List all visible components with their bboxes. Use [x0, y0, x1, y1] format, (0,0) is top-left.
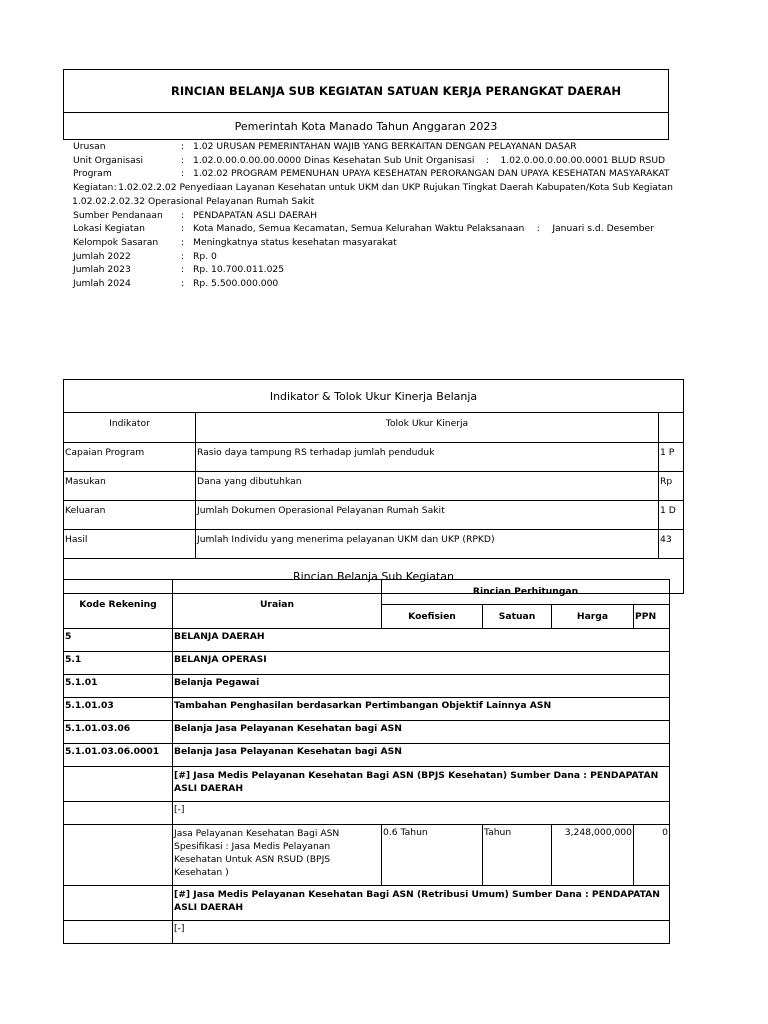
meta-sumber-pendanaan: Sumber Pendanaan : PENDAPATAN ASLI DAERAH — [73, 209, 317, 221]
meta-unit-organisasi: Unit Organisasi : 1.02.0.00.0.00.00.0000 Dinas Kesehatan Sub Unit Organisasi : 1.02.0.00.0.00.00.0001 BLUD RSUD — [73, 154, 666, 166]
col-tolok-ukur: Tolok Ukur Kinerja — [196, 413, 659, 443]
col-kode-rekening: Kode Rekening — [64, 580, 173, 629]
meta-jumlah-2024: Jumlah 2024 : Rp. 5.500.000.000 — [73, 278, 279, 290]
meta-urusan: Urusan : 1.02 URUSAN PEMERINTAHAN WAJIB YANG BERKAITAN DENGAN PELAYANAN DASAR — [73, 141, 577, 152]
meta-jumlah-2023: Jumlah 2023 : Rp. 10.700.011.025 — [73, 264, 285, 276]
col-satuan: Satuan — [483, 604, 552, 629]
group-title: [#] Jasa Medis Pelayanan Kesehatan Bagi ASN (Retribusi Umum) Sumber Dana : PENDAPATAN ASLI DAERAH — [173, 886, 670, 921]
rincian-section — [63, 579, 669, 944]
table-row — [64, 825, 670, 886]
col-uraian: Uraian — [173, 580, 382, 629]
metadata-block — [73, 140, 673, 291]
table-row: 5.1.01.03 Tambahan Penghasilan berdasarkan Pertimbangan Objektif Lainnya ASN — [64, 698, 670, 721]
group-tag: [-] — [173, 802, 670, 825]
meta-jumlah-2022: Jumlah 2022 : Rp. 0 — [73, 250, 217, 262]
col-indikator: Indikator — [64, 413, 196, 443]
rincian-heading: Rincian Belanja Sub Kegiatan — [64, 559, 684, 594]
table-row: 5.1.01.03.06 Belanja Jasa Pelayanan Kesehatan bagi ASN — [64, 721, 670, 744]
col-koefisien: Koefisien — [382, 604, 483, 629]
col-ppn: PPN — [634, 604, 670, 629]
meta-program: Program : 1.02.02 PROGRAM PEMENUHAN UPAYA KESEHATAN PERORANGAN DAN UPAYA KESEHATAN MASYARAKAT — [73, 168, 670, 180]
col-target — [659, 413, 684, 443]
report-header — [63, 69, 669, 140]
table-row: 5.1.01 Belanja Pegawai — [64, 675, 670, 698]
table-row: Capaian Program Rasio daya tampung RS terhadap jumlah penduduk 1 P — [64, 443, 684, 472]
table-row — [64, 921, 670, 944]
report-title: RINCIAN BELANJA SUB KEGIATAN SATUAN KERJA PERANGKAT DAERAH — [63, 69, 669, 112]
item-uraian: Jasa Pelayanan Kesehatan Bagi ASN Spesifikasi : Jasa Medis Pelayanan Kesehatan Untuk ASN RSUD (BPJS Kesehatan ) — [173, 825, 382, 886]
meta-kelompok-sasaran: Kelompok Sasaran : Meningkatnya status kesehatan masyarakat — [73, 236, 397, 248]
group-title: [#] Jasa Medis Pelayanan Kesehatan Bagi ASN (BPJS Kesehatan) Sumber Dana : PENDAPATAN ASLI DAERAH — [173, 767, 670, 802]
indikator-table — [63, 379, 684, 594]
table-row: Hasil Jumlah Individu yang menerima pelayanan UKM dan UKP (RPKD) 43 — [64, 530, 684, 559]
table-row: 5.1 BELANJA OPERASI — [64, 652, 670, 675]
report-subtitle: Pemerintah Kota Manado Tahun Anggaran 2023 — [63, 112, 669, 140]
indikator-section — [63, 379, 676, 594]
table-row: 5.1.01.03.06.0001 Belanja Jasa Pelayanan Kesehatan bagi ASN — [64, 744, 670, 767]
table-row: 5 BELANJA DAERAH — [64, 629, 670, 652]
group-tag: [-] — [173, 921, 670, 944]
meta-subkegiatan: 1.02.02.2.02.32 Operasional Pelayanan Rumah Sakit — [72, 195, 315, 207]
item-ppn: 0 — [634, 825, 670, 886]
table-row: Masukan Dana yang dibutuhkan Rp — [64, 472, 684, 501]
table-row — [64, 767, 670, 802]
item-harga: 3,248,000,000 — [552, 825, 634, 886]
meta-kegiatan: Kegiatan : 1.02.02.2.02 Penyediaan Layanan Kesehatan untuk UKM dan UKP Rujukan Tingkat Daerah Kabupaten/Kota Sub Kegiatan — [73, 182, 673, 194]
col-harga: Harga — [552, 604, 634, 629]
table-row — [64, 886, 670, 921]
item-satuan: Tahun — [483, 825, 552, 886]
meta-lokasi: Lokasi Kegiatan : Kota Manado, Semua Kecamatan, Semua Kelurahan Waktu Pelaksanaan : Januari s.d. Desember — [73, 223, 654, 235]
item-koefisien: 0.6 Tahun — [382, 825, 483, 886]
col-rincian-perhitungan: Rincian Perhitungan — [382, 580, 670, 605]
indikator-heading: Indikator & Tolok Ukur Kinerja Belanja — [64, 380, 684, 413]
table-row: Keluaran Jumlah Dokumen Operasional Pelayanan Rumah Sakit 1 D — [64, 501, 684, 530]
rincian-table — [63, 579, 670, 944]
table-row — [64, 802, 670, 825]
